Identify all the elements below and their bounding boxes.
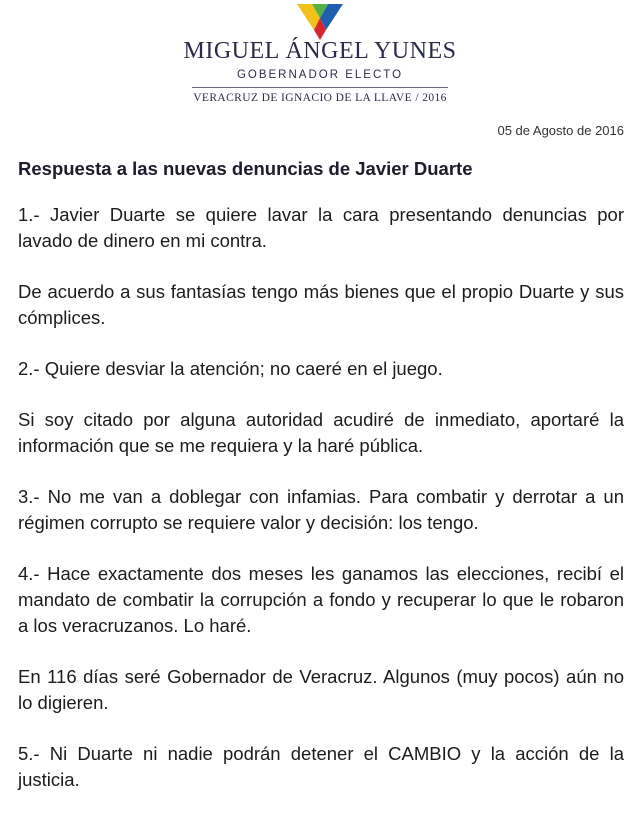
paragraph-6: 4.- Hace exactamente dos meses les ganamos las elecciones, recibí el mandato de combatir la corrupción a fondo y recuperar lo que le robaron a los veracruzanos. Lo haré. (18, 563, 624, 636)
paragraph-3: 2.- Quiere desviar la atención; no caeré en el juego. (18, 358, 443, 379)
v-logo-icon (297, 4, 343, 40)
document-date: 05 de Agosto de 2016 (497, 123, 624, 138)
paragraph-4: Si soy citado por alguna autoridad acudiré de inmediato, aportaré la información que se me requiera y la haré pública. (18, 409, 624, 456)
paragraph-8: 5.- Ni Duarte ni nadie podrán detener el CAMBIO y la acción de la justicia. (18, 743, 624, 790)
letterhead-place: VERACRUZ DE IGNACIO DE LA LLAVE / 2016 (193, 92, 447, 104)
paragraph-7: En 116 días seré Gobernador de Veracruz. Algunos (muy pocos) aún no lo digieren. (18, 666, 624, 713)
letterhead-name: MIGUEL ÁNGEL YUNES (183, 38, 457, 64)
paragraph-5: 3.- No me van a doblegar con infamias. Para combatir y derrotar a un régimen corrupto se requiere valor y decisión: los tengo. (18, 486, 624, 533)
letterhead-title: GOBERNADOR ELECTO (236, 69, 404, 81)
paragraph-1: 1.- Javier Duarte se quiere lavar la cara presentando denuncias por lavado de dinero en mi contra. (18, 204, 624, 251)
paragraph-2: De acuerdo a sus fantasías tengo más bienes que el propio Duarte y sus cómplices. (18, 281, 624, 328)
letterhead (0, 0, 640, 118)
letterhead-divider (192, 87, 448, 88)
document-heading: Respuesta a las nuevas denuncias de Javier Duarte (18, 158, 473, 179)
document-body (18, 156, 624, 818)
